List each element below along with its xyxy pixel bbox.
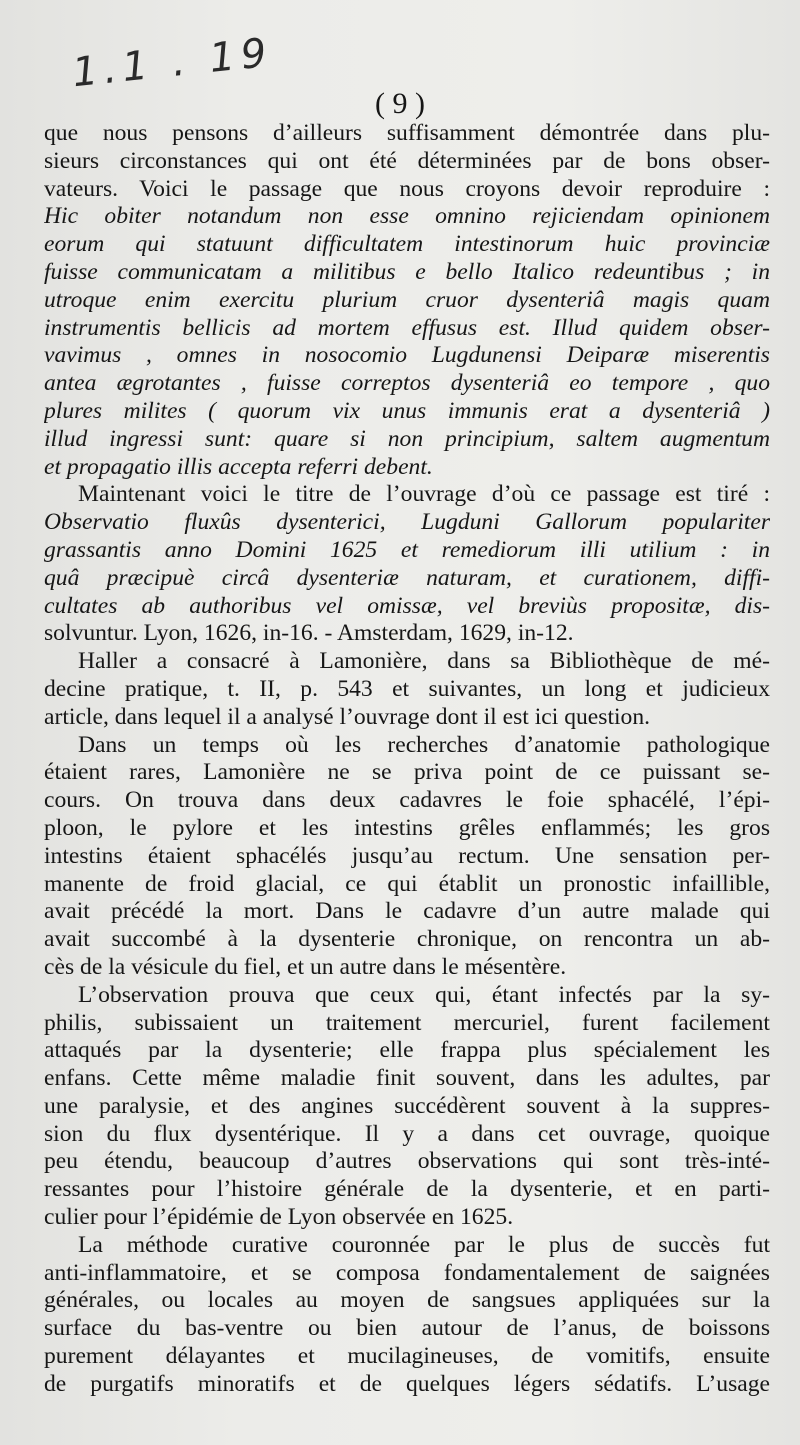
text-line: sieurs circonstances qui ont été déterminées par de bons obser- xyxy=(44,147,770,174)
text-line: enfans. Cette même maladie finit souvent, dans les adultes, par xyxy=(44,1065,770,1092)
text-line: cès de la vésicule du fiel, et un autre dans le mésentère. xyxy=(44,953,567,980)
text-line: purement délayantes et mucilagineuses, de vomitifs, ensuite xyxy=(44,1343,770,1370)
text-line: culier pour l’épidémie de Lyon observée en 1625. xyxy=(44,1204,514,1231)
text-line: L’observation prouva que ceux qui, étant infectés par la sy- xyxy=(78,981,770,1008)
text-line: fuisse communicatam a militibus e bello Italico redeuntibus ; in xyxy=(44,258,770,285)
text-line: Hic obiter notandum non esse omnino rejiciendam opinionem xyxy=(44,203,770,230)
text-line: étaient rares, Lamonière ne se priva point de ce puissant se- xyxy=(44,759,770,786)
text-line: que nous pensons d’ailleurs suffisamment démontrée dans plu- xyxy=(44,120,770,146)
text-line: utroque enim exercitu plurium cruor dysenteriâ magis quam xyxy=(44,286,770,313)
paragraph xyxy=(44,120,770,481)
paragraph xyxy=(44,732,770,982)
paragraph xyxy=(44,1232,770,1399)
text-line: vavimus , omnes in nosocomio Lugdunensi Deiparæ miserentis xyxy=(44,342,770,369)
body-text xyxy=(44,120,770,1399)
text-line: surface du bas-ventre ou bien autour de l’anus, de boissons xyxy=(44,1315,770,1342)
text-line: Observatio fluxûs dysenterici, Lugduni Gallorum populariter xyxy=(44,509,770,536)
text-line: decine pratique, t. II, p. 543 et suivantes, un long et judicieux xyxy=(44,675,770,702)
text-line: sion du flux dysentérique. Il y a dans cet ouvrage, quoique xyxy=(44,1120,770,1147)
text-line: peu étendu, beaucoup d’autres observations qui sont très-inté- xyxy=(44,1148,770,1175)
text-line: quâ præcipuè circâ dysenteriæ naturam, et curationem, diffi- xyxy=(44,564,770,591)
text-line: de purgatifs minoratifs et de quelques légers sédatifs. L’usage xyxy=(44,1370,770,1397)
text-line: une paralysie, et des angines succédèrent souvent à la suppres- xyxy=(44,1092,770,1119)
text-line: eorum qui statuunt difficultatem intestinorum huic provinciæ xyxy=(44,231,770,258)
text-line: solvuntur. Lyon, 1626, in-16. - Amsterdam, 1629, in-12. xyxy=(44,620,574,647)
paragraph xyxy=(44,982,770,1232)
text-line: anti-inflammatoire, et se composa fondamentalement de saignées xyxy=(44,1259,770,1286)
text-line: illud ingressi sunt: quare si non principium, saltem augmentum xyxy=(44,425,770,452)
text-line: manente de froid glacial, ce qui établit un pronostic infaillible, xyxy=(44,870,770,897)
text-line: La méthode curative couronnée par le plus de succès fut xyxy=(78,1231,770,1258)
text-line: grassantis anno Domini 1625 et remediorum illi utilium : in xyxy=(44,536,770,563)
paragraph xyxy=(44,648,770,731)
text-line: ploon, le pylore et les intestins grêles enflammés; les gros xyxy=(44,814,770,841)
text-line: cours. On trouva dans deux cadavres le foie sphacélé, l’épi- xyxy=(44,787,770,814)
text-line: Maintenant voici le titre de l’ouvrage d’où ce passage est tiré : xyxy=(78,481,770,508)
page-number: ( 9 ) xyxy=(375,87,425,120)
text-line: générales, ou locales au moyen de sangsues appliquées sur la xyxy=(44,1287,770,1314)
paragraph xyxy=(44,481,770,648)
text-line: intestins étaient sphacélés jusqu’au rectum. Une sensation per- xyxy=(44,842,770,869)
text-line: philis, subissaient un traitement mercuriel, furent facilement xyxy=(44,1009,770,1036)
text-line: instrumentis bellicis ad mortem effusus est. Illud quidem obser- xyxy=(44,314,770,341)
text-line: article, dans lequel il a analysé l’ouvrage dont il est ici question. xyxy=(44,703,651,730)
text-line: cultates ab authoribus vel omissæ, vel breviùs propositæ, dis- xyxy=(44,592,770,619)
text-line: et propagatio illis accepta referri debent. xyxy=(44,453,433,480)
text-line: antea ægrotantes , fuisse correptos dysenteriâ eo tempore , quo xyxy=(44,370,770,397)
text-line: avait précédé la mort. Dans le cadavre d’un autre malade qui xyxy=(44,898,770,925)
text-line: plures milites ( quorum vix unus immunis erat a dysenteriâ ) xyxy=(44,397,770,424)
text-line: ressantes pour l’histoire générale de la dysenterie, et en parti- xyxy=(44,1176,770,1203)
text-line: Dans un temps où les recherches d’anatomie pathologique xyxy=(78,731,770,758)
text-line: avait succombé à la dysenterie chronique, on rencontra un ab- xyxy=(44,926,770,953)
text-line: vateurs. Voici le passage que nous croyons devoir reproduire : xyxy=(44,175,770,202)
text-line: Haller a consacré à Lamonière, dans sa Bibliothèque de mé- xyxy=(78,648,770,675)
text-line: attaqués par la dysenterie; elle frappa plus spécialement les xyxy=(44,1037,770,1064)
handwritten-shelfmark: 1.1 . 19 xyxy=(70,29,275,97)
